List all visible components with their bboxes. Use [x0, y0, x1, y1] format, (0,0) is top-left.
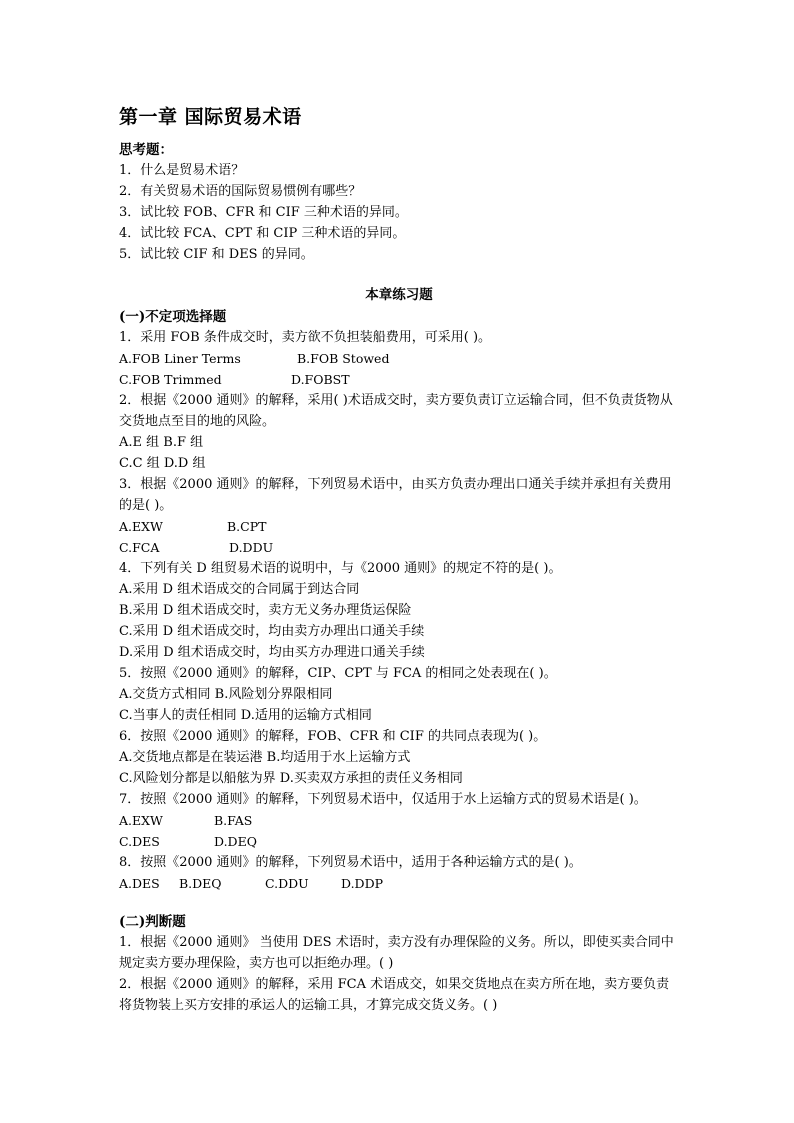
option-row: D.采用 D 组术语成交时，均由买方办理进口通关手续: [119, 645, 425, 660]
question-8: 8．按照《2000 通则》的解释，下列贸易术语中，适用于各种运输方式的是( )。: [119, 855, 582, 870]
option-row: B.采用 D 组术语成交时，卖方无义务办理货运保险: [119, 603, 412, 618]
option: A.EXW: [119, 519, 163, 534]
option: D.DDP: [341, 876, 384, 891]
option: B.CPT: [227, 519, 267, 534]
thinking-item: 4．试比较 FCA、CPT 和 CIP 三种术语的异同。: [119, 226, 406, 241]
question-5: 5．按照《2000 通则》的解释，CIP、CPT 与 FCA 的相同之处表现在( )。: [119, 666, 557, 681]
option: D.FOBST: [291, 372, 350, 387]
question-2: 2．根据《2000 通则》的解释，采用( )术语成交时，卖方要负责订立运输合同，但不负责货物从交货地点至目的地的风险。: [119, 393, 673, 429]
option: B.DEQ: [179, 876, 222, 891]
option-row: [119, 873, 679, 894]
question-1: 1．采用 FOB 条件成交时，卖方欲不负担装船费用，可采用( )。: [119, 330, 492, 345]
thinking-item: 2．有关贸易术语的国际贸易惯例有哪些？: [119, 184, 362, 199]
chapter-title: 第一章 国际贸易术语: [119, 106, 302, 128]
question-3: 3．根据《2000 通则》的解释，下列贸易术语中，由买方负责办理出口通关手续并承担有关费用的是( )。: [119, 477, 672, 513]
thinking-item: 3．试比较 FOB、CFR 和 CIF 三种术语的异同。: [119, 205, 408, 220]
exercise-heading: 本章练习题: [365, 287, 433, 303]
judge-2: 2．根据《2000 通则》的解释，采用 FCA 术语成交，如果交货地点在卖方所在地，卖方要负责将货物装上买方安排的承运人的运输工具，才算完成交货义务。( ): [119, 977, 670, 1013]
judge-1: 1．根据《2000 通则》 当使用 DES 术语时，卖方没有办理保险的义务。所以，即使买卖合同中规定卖方要办理保险，卖方也可以拒绝办理。( ): [119, 935, 674, 971]
option-row: [119, 831, 679, 852]
option: D.DDU: [229, 540, 274, 555]
option-row: A.E 组 B.F 组: [119, 435, 204, 450]
option: C.DES: [119, 834, 160, 849]
section2-title: (二)判断题: [119, 914, 186, 930]
option: A.EXW: [119, 813, 163, 828]
option-row: C.采用 D 组术语成交时，均由卖方办理出口通关手续: [119, 624, 425, 639]
option-row: A.交货地点都是在装运港 B.均适用于水上运输方式: [119, 750, 411, 765]
thinking-label: 思考题：: [119, 142, 173, 158]
option-row: [119, 369, 679, 390]
option-row: C.C 组 D.D 组: [119, 456, 206, 471]
section1-title: (一)不定项选择题: [119, 309, 227, 325]
option-row: [119, 516, 679, 537]
option: A.DES: [119, 876, 160, 891]
option-row: C.当事人的责任相同 D.适用的运输方式相同: [119, 708, 372, 723]
option: C.DDU: [265, 876, 309, 891]
question-7: 7．按照《2000 通则》的解释，下列贸易术语中，仅适用于水上运输方式的贸易术语是( )。: [119, 792, 647, 807]
option-row: [119, 537, 679, 558]
question-4: 4．下列有关 D 组贸易术语的说明中，与《2000 通则》的规定不符的是( )。: [119, 561, 562, 576]
thinking-item: 1．什么是贸易术语？: [119, 163, 245, 178]
option: B.FOB Stowed: [297, 351, 390, 366]
thinking-item: 5．试比较 CIF 和 DES 的异同。: [119, 247, 314, 262]
option: D.DEQ: [214, 834, 257, 849]
option-row: A.交货方式相同 B.风险划分界限相同: [119, 687, 333, 702]
option-row: [119, 348, 679, 369]
option-row: [119, 810, 679, 831]
option: C.FCA: [119, 540, 160, 555]
option: B.FAS: [214, 813, 253, 828]
document-page: [119, 104, 679, 1016]
question-6: 6．按照《2000 通则》的解释，FOB、CFR 和 CIF 的共同点表现为( )。: [119, 729, 547, 744]
option-row: A.采用 D 组术语成交的合同属于到达合同: [119, 582, 360, 597]
option: A.FOB Liner Terms: [119, 351, 241, 366]
option-row: C.风险划分都是以船舷为界 D.买卖双方承担的责任义务相同: [119, 771, 463, 786]
option: C.FOB Trimmed: [119, 372, 222, 387]
